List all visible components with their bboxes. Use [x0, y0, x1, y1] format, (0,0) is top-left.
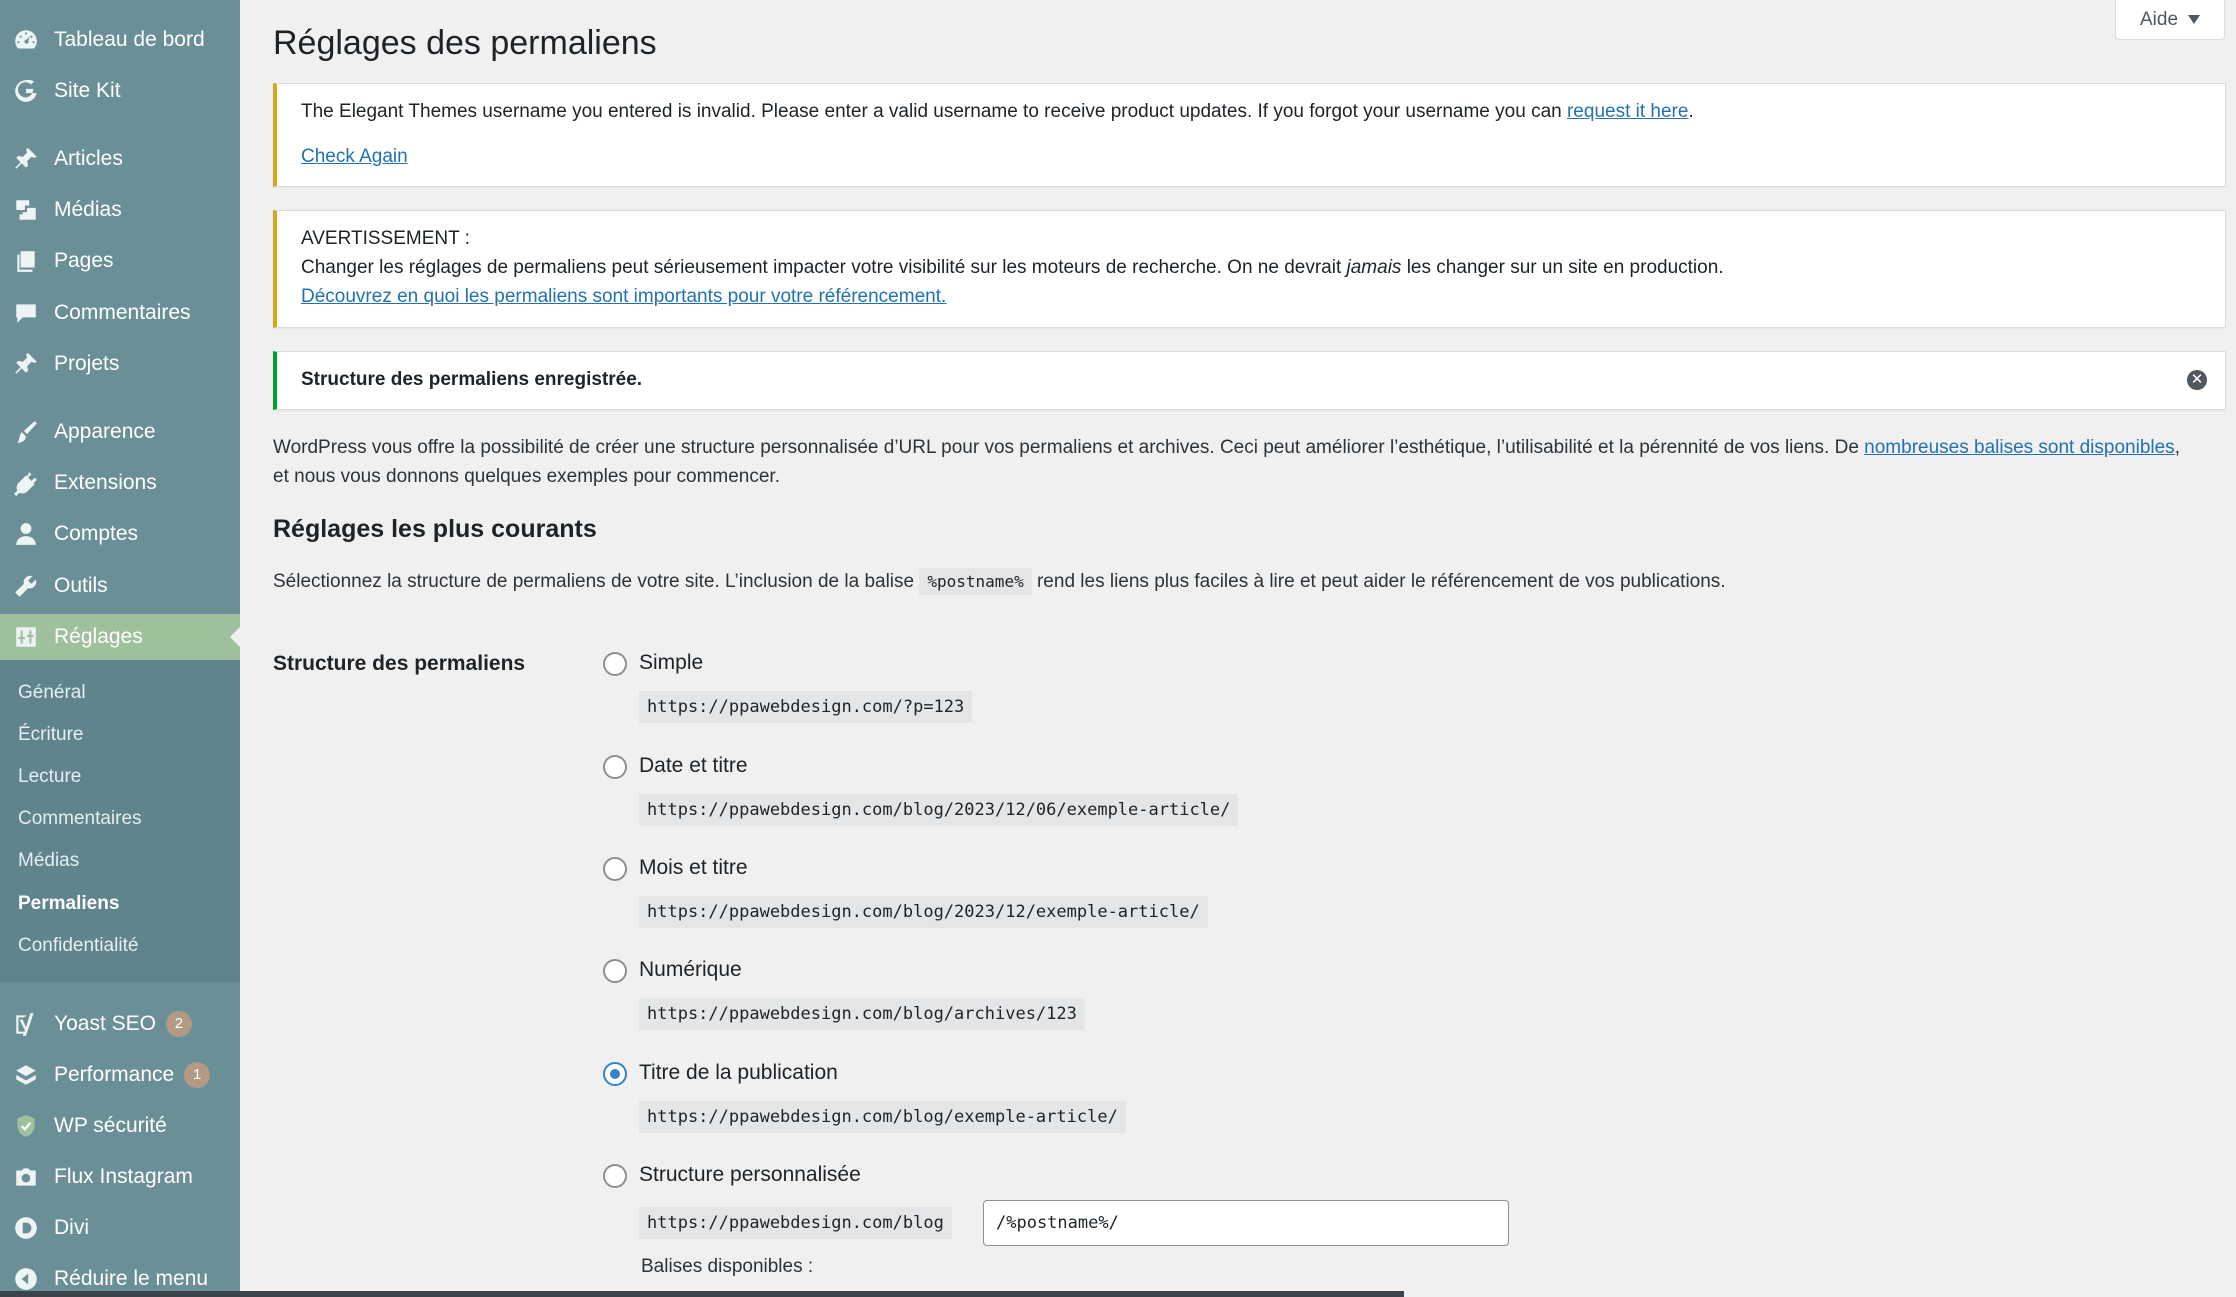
radio-mois-et-titre[interactable]: [603, 857, 627, 881]
option-label[interactable]: Numérique: [639, 958, 742, 981]
menu-item-flux-instagram[interactable]: [0, 1154, 240, 1200]
update-count-badge: 2: [166, 1011, 192, 1037]
menu-item-wp-securite[interactable]: [0, 1103, 240, 1149]
notice-message: The Elegant Themes username you entered is invalid. Please enter a valid username to receive product updates. If you forgot your username you can: [301, 101, 1562, 122]
available-tags-label: Balises disponibles :: [641, 1256, 814, 1277]
common-settings-heading: Réglages les plus courants: [273, 515, 597, 543]
camera-icon: [12, 1163, 40, 1191]
dismiss-notice-button[interactable]: ✕: [2187, 370, 2207, 390]
radio-date-et-titre[interactable]: [603, 755, 627, 779]
option-example: https://ppawebdesign.com/blog/2023/12/06/exemple-article/: [639, 794, 1238, 826]
wrench-icon: [12, 572, 40, 600]
menu-item-dashboard[interactable]: [0, 17, 240, 63]
menu-label: Projets: [54, 352, 120, 375]
shield-icon: [12, 1112, 40, 1140]
radio-titre-publication[interactable]: [603, 1062, 627, 1086]
menu-item-extensions[interactable]: [0, 460, 240, 506]
saved-message: Structure des permaliens enregistrée.: [301, 369, 643, 390]
menu-item-outils[interactable]: [0, 563, 240, 609]
saved-notice: [273, 351, 2226, 410]
check-again-link[interactable]: Check Again: [301, 146, 408, 167]
warning-text-after: les changer sur un site en production.: [1406, 257, 1724, 278]
option-example: https://ppawebdesign.com/blog/archives/123: [639, 998, 1085, 1030]
page-title: Réglages des permaliens: [273, 24, 657, 62]
intro-line-1: [273, 437, 2180, 459]
dashboard-icon: [12, 26, 40, 54]
media-icon: [12, 196, 40, 224]
horizontal-scrollbar[interactable]: [0, 1291, 1404, 1297]
menu-item-reglages[interactable]: [0, 614, 240, 660]
menu-label: Apparence: [54, 420, 156, 443]
menu-item-yoast[interactable]: [0, 1001, 240, 1047]
option-label[interactable]: Simple: [639, 651, 704, 674]
option-label[interactable]: Mois et titre: [639, 856, 748, 879]
notice-actions: [301, 146, 408, 168]
warning-emphasis: jamais: [1346, 257, 1402, 278]
menu-label: Performance: [54, 1063, 175, 1086]
postname-tag: %postname%: [919, 568, 1031, 595]
menu-label: Flux Instagram: [54, 1165, 193, 1188]
menu-item-apparence[interactable]: [0, 409, 240, 455]
plugin-icon: [12, 469, 40, 497]
google-g-icon: [12, 77, 40, 105]
option-simple: [603, 652, 1803, 752]
menu-item-projets[interactable]: [0, 341, 240, 387]
warning-title: AVERTISSEMENT :: [301, 228, 470, 249]
pushpin-icon: [12, 145, 40, 173]
submenu-commentaires[interactable]: Commentaires: [18, 808, 142, 829]
caret-down-icon: [2188, 15, 2200, 24]
settings-icon: [12, 623, 40, 651]
menu-label: Yoast SEO: [54, 1012, 156, 1035]
available-tags-link[interactable]: nombreuses balises sont disponibles: [1864, 437, 2175, 458]
pages-icon: [12, 247, 40, 275]
option-example: https://ppawebdesign.com/?p=123: [639, 691, 972, 723]
yoast-icon: [12, 1010, 40, 1038]
option-label[interactable]: Date et titre: [639, 754, 748, 777]
paintbrush-icon: [12, 418, 40, 446]
custom-structure-input[interactable]: [983, 1200, 1509, 1246]
submenu-lecture[interactable]: Lecture: [18, 766, 82, 787]
menu-label: Outils: [54, 574, 108, 597]
custom-base-url: https://ppawebdesign.com/blog: [639, 1207, 952, 1239]
divi-icon: [12, 1214, 40, 1242]
reglages-submenu: [0, 660, 240, 982]
user-icon: [12, 520, 40, 548]
option-date-et-titre: [603, 755, 1803, 855]
seo-warning-notice: [273, 210, 2226, 328]
help-button[interactable]: [2115, 0, 2225, 40]
option-label[interactable]: Structure personnalisée: [639, 1163, 861, 1186]
request-username-link[interactable]: request it here: [1566, 101, 1689, 122]
radio-structure-personnalisee[interactable]: [603, 1164, 627, 1188]
pushpin-icon: [12, 350, 40, 378]
desc-after: rend les liens plus faciles à lire et peut aider le référencement de vos publications.: [1036, 571, 1726, 592]
permalink-seo-link[interactable]: Découvrez en quoi les permaliens sont importants pour votre référencement.: [301, 286, 947, 307]
menu-label: WP sécurité: [54, 1114, 167, 1137]
warning-text-before: Changer les réglages de permaliens peut sérieusement impacter votre visibilité sur les moteurs de recherche. On ne devrait: [301, 257, 1342, 278]
menu-label: Site Kit: [54, 79, 121, 102]
menu-item-medias[interactable]: [0, 187, 240, 233]
intro-punctuation: ,: [2174, 437, 2180, 458]
menu-label: Commentaires: [54, 301, 191, 324]
radio-simple[interactable]: [603, 652, 627, 676]
menu-label: Articles: [54, 147, 123, 170]
comment-icon: [12, 299, 40, 327]
notice-text: [301, 101, 1694, 123]
menu-item-site-kit[interactable]: [0, 68, 240, 114]
submenu-permaliens[interactable]: Permaliens: [18, 893, 120, 914]
option-example: https://ppawebdesign.com/blog/2023/12/exemple-article/: [639, 896, 1208, 928]
menu-label: Extensions: [54, 471, 157, 494]
menu-item-divi[interactable]: [0, 1205, 240, 1251]
option-example: https://ppawebdesign.com/blog/exemple-article/: [639, 1101, 1126, 1133]
submenu-ecriture[interactable]: Écriture: [18, 724, 84, 745]
option-numerique: [603, 959, 1803, 1059]
submenu-confidentialite[interactable]: Confidentialité: [18, 935, 139, 956]
common-settings-description: [273, 571, 1726, 593]
menu-item-performance[interactable]: [0, 1052, 240, 1098]
option-titre-publication: [603, 1062, 1803, 1162]
performance-icon: [12, 1061, 40, 1089]
collapse-icon: [12, 1265, 40, 1293]
custom-structure-value: /%postname%/: [996, 1213, 1119, 1233]
warning-text: [301, 257, 1724, 279]
menu-item-comments[interactable]: [0, 290, 240, 336]
menu-label: Réglages: [54, 625, 143, 648]
notice-punctuation: .: [1688, 101, 1694, 122]
desc-before: Sélectionnez la structure de permaliens de votre site. L’inclusion de la balise: [273, 571, 915, 592]
intro-line-2: et nous vous donnons quelques exemples pour commencer.: [273, 466, 780, 487]
warning-link-row: [301, 286, 946, 308]
option-label[interactable]: Titre de la publication: [639, 1061, 838, 1084]
menu-item-articles[interactable]: [0, 136, 240, 182]
menu-label: Divi: [54, 1216, 89, 1239]
permalink-structure-label: Structure des permaliens: [273, 652, 526, 675]
menu-label: Comptes: [54, 522, 139, 545]
submenu-general[interactable]: Général: [18, 682, 86, 703]
menu-label: Réduire le menu: [54, 1267, 209, 1290]
radio-numerique[interactable]: [603, 959, 627, 983]
submenu-medias[interactable]: Médias: [18, 850, 80, 871]
intro-text: WordPress vous offre la possibilité de créer une structure personnalisée d’URL pour vos permaliens et archives. Ceci peut améliorer l’esthétique, l’utilisabilité et la pérennité de vos liens. De: [273, 437, 1859, 458]
menu-label: Tableau de bord: [54, 28, 205, 51]
help-label: Aide: [2139, 8, 2179, 30]
update-count-badge: 1: [184, 1062, 210, 1088]
menu-item-comptes[interactable]: [0, 511, 240, 557]
menu-item-pages[interactable]: [0, 238, 240, 284]
menu-label: Médias: [54, 198, 122, 221]
admin-sidebar: [0, 0, 240, 1297]
menu-label: Pages: [54, 249, 114, 272]
elegant-themes-notice: [273, 83, 2226, 187]
option-mois-et-titre: [603, 857, 1803, 957]
